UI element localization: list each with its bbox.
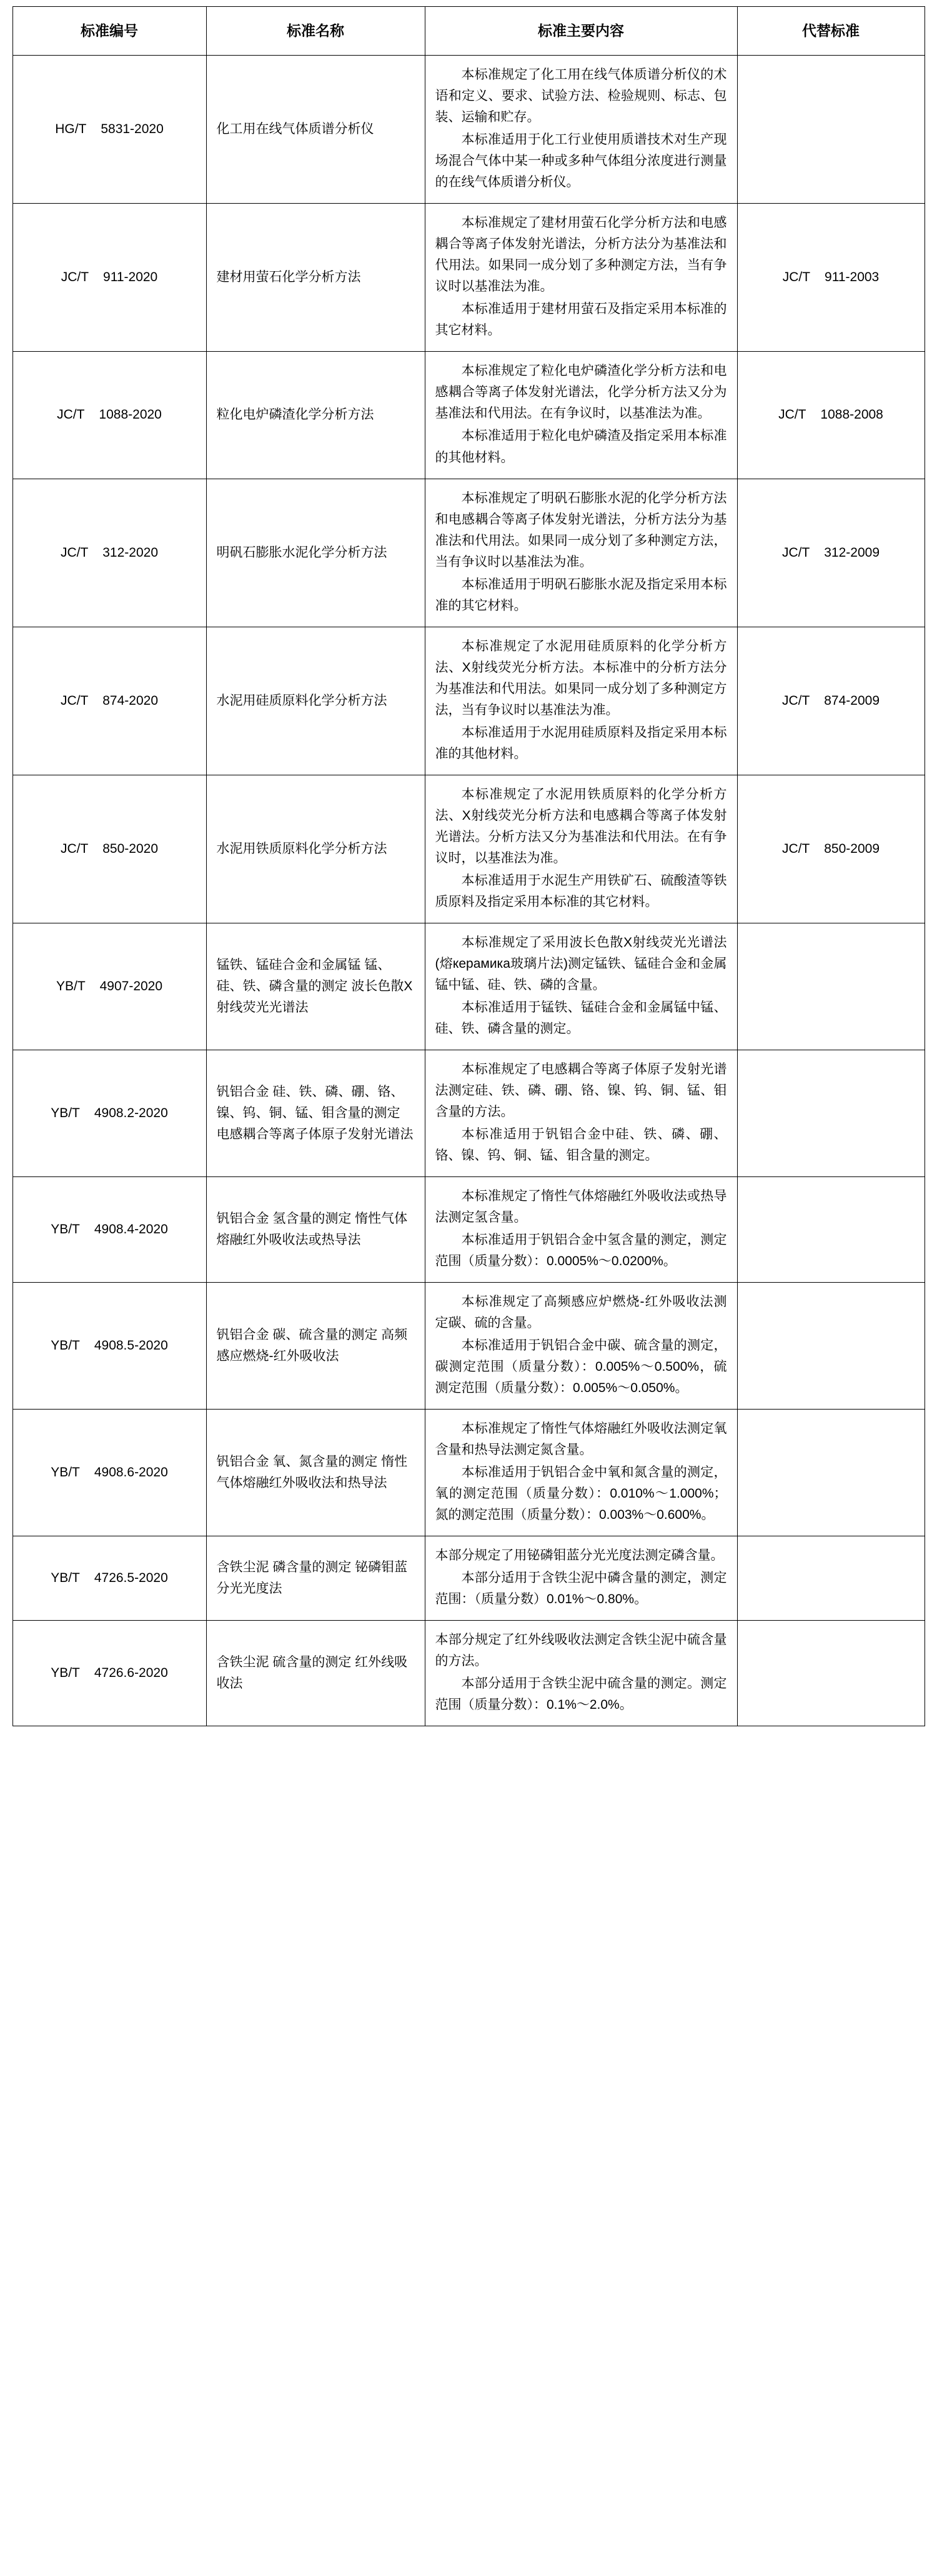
- content-paragraph: 本标准规定了粒化电炉磷渣化学分析方法和电感耦合等离子体发射光谱法，化学分析方法又分为基准法和代用法。在有争议时，以基准法为准。: [435, 364, 727, 421]
- content-paragraph: 本部分适用于含铁尘泥中磷含量的测定，测定范围：（质量分数）0.01%～0.80%。: [435, 1571, 727, 1607]
- cell-standard-name: 明矾石膨胀水泥化学分析方法: [206, 479, 425, 627]
- content-paragraph: 本标准适用于化工行业使用质谱技术对生产现场混合气体中某一种或多种气体组分浓度进行测量的在线气体质谱分析仪。: [435, 132, 727, 190]
- cell-standard-content: [425, 1536, 737, 1621]
- cell-standard-code: YB/T 4908.5-2020: [12, 1283, 206, 1410]
- table-body: [12, 56, 925, 1726]
- cell-standard-content: [425, 1176, 737, 1282]
- table-row: [12, 923, 925, 1050]
- content-paragraph: 本部分规定了红外线吸收法测定含铁尘泥中硫含量的方法。: [435, 1633, 727, 1669]
- table-row: [12, 479, 925, 627]
- content-paragraph: 本标准规定了高频感应炉燃烧-红外吸收法测定碳、硫的含量。: [435, 1295, 727, 1331]
- content-paragraph: 本标准适用于粒化电炉磷渣及指定采用本标准的其他材料。: [435, 429, 727, 465]
- cell-replaced-standard: [737, 1283, 925, 1410]
- cell-standard-name: 钒铝合金 氢含量的测定 惰性气体熔融红外吸收法或热导法: [206, 1176, 425, 1282]
- cell-replaced-standard: [737, 1410, 925, 1536]
- cell-standard-name: 钒铝合金 硅、铁、磷、硼、铬、镍、钨、铜、锰、钼含量的测定 电感耦合等离子体原子发射光谱法: [206, 1050, 425, 1176]
- cell-standard-code: YB/T 4908.6-2020: [12, 1410, 206, 1536]
- cell-standard-code: JC/T 874-2020: [12, 627, 206, 775]
- content-paragraph: 本标准适用于钒铝合金中氧和氮含量的测定，氧的测定范围（质量分数）：0.010%～1.000%；氮的测定范围（质量分数）：0.003%～0.600%。: [435, 1465, 727, 1523]
- cell-standard-content: [425, 627, 737, 775]
- cell-replaced-standard: JC/T 850-2009: [737, 775, 925, 923]
- content-paragraph: 本标准适用于水泥生产用铁矿石、硫酸渣等铁质原料及指定采用本标准的其它材料。: [435, 873, 727, 909]
- cell-standard-content: [425, 1283, 737, 1410]
- content-paragraph: 本标准规定了水泥用铁质原料的化学分析方法、X射线荧光分析方法和电感耦合等离子体发射光谱法。分析方法又分为基准法和代用法。在有争议时，以基准法为准。: [435, 787, 727, 865]
- table-header: [12, 7, 925, 56]
- cell-standard-name: 建材用萤石化学分析方法: [206, 204, 425, 352]
- cell-standard-code: YB/T 4908.4-2020: [12, 1176, 206, 1282]
- cell-standard-name: 水泥用铁质原料化学分析方法: [206, 775, 425, 923]
- cell-standard-code: YB/T 4907-2020: [12, 923, 206, 1050]
- content-paragraph: 本标准适用于锰铁、锰硅合金和金属锰中锰、硅、铁、磷含量的测定。: [435, 1000, 727, 1036]
- cell-standard-name: 锰铁、锰硅合金和金属锰 锰、硅、铁、磷含量的测定 波长色散X射线荧光光谱法: [206, 923, 425, 1050]
- table-row: [12, 627, 925, 775]
- content-paragraph: 本标准规定了化工用在线气体质谱分析仪的术语和定义、要求、试验方法、检验规则、标志、包装、运输和贮存。: [435, 67, 727, 125]
- cell-replaced-standard: JC/T 312-2009: [737, 479, 925, 627]
- cell-replaced-standard: [737, 1621, 925, 1726]
- cell-replaced-standard: [737, 56, 925, 204]
- content-paragraph: 本标准规定了建材用萤石化学分析方法和电感耦合等离子体发射光谱法，分析方法分为基准法和代用法。如果同一成分划了多种测定方法，当有争议时以基准法为准。: [435, 216, 727, 294]
- cell-replaced-standard: JC/T 911-2003: [737, 204, 925, 352]
- document-page: [0, 6, 937, 1726]
- table-row: [12, 352, 925, 479]
- content-paragraph: 本标准适用于钒铝合金中氢含量的测定，测定范围（质量分数）：0.0005%～0.0200%。: [435, 1232, 727, 1268]
- content-paragraph: 本标准适用于建材用萤石及指定采用本标准的其它材料。: [435, 302, 727, 338]
- content-paragraph: 本标准适用于钒铝合金中硅、铁、磷、硼、铬、镍、钨、铜、锰、钼含量的测定。: [435, 1126, 727, 1163]
- cell-replaced-standard: JC/T 874-2009: [737, 627, 925, 775]
- cell-standard-name: 水泥用硅质原料化学分析方法: [206, 627, 425, 775]
- cell-replaced-standard: [737, 1050, 925, 1176]
- content-paragraph: 本标准规定了采用波长色散X射线荧光光谱法(熔керамика玻璃片法)测定锰铁、锰硅合金和金属锰中锰、硅、铁、磷的含量。: [435, 935, 727, 992]
- cell-standard-content: [425, 56, 737, 204]
- cell-standard-name: 粒化电炉磷渣化学分析方法: [206, 352, 425, 479]
- cell-standard-name: 化工用在线气体质谱分析仪: [206, 56, 425, 204]
- content-paragraph: 本标准规定了电感耦合等离子体原子发射光谱法测定硅、铁、磷、硼、铬、镍、钨、铜、锰、钼含量的方法。: [435, 1062, 727, 1119]
- content-paragraph: 本标准适用于水泥用硅质原料及指定采用本标准的其他材料。: [435, 725, 727, 761]
- table-row: [12, 1283, 925, 1410]
- cell-replaced-standard: [737, 1176, 925, 1282]
- cell-standard-code: YB/T 4726.6-2020: [12, 1621, 206, 1726]
- cell-replaced-standard: [737, 1536, 925, 1621]
- cell-standard-code: JC/T 312-2020: [12, 479, 206, 627]
- cell-replaced-standard: [737, 923, 925, 1050]
- table-row: [12, 1176, 925, 1282]
- cell-standard-content: [425, 204, 737, 352]
- cell-standard-content: [425, 1621, 737, 1726]
- cell-standard-code: HG/T 5831-2020: [12, 56, 206, 204]
- content-paragraph: 本标准规定了惰性气体熔融红外吸收法或热导法测定氢含量。: [435, 1188, 727, 1225]
- table-row: [12, 204, 925, 352]
- table-row: [12, 56, 925, 204]
- cell-standard-content: [425, 775, 737, 923]
- column-header-replaces: 代替标准: [737, 7, 925, 56]
- content-paragraph: 本标准适用于明矾石膨胀水泥及指定采用本标准的其它材料。: [435, 577, 727, 613]
- column-header-code: 标准编号: [12, 7, 206, 56]
- column-header-content: 标准主要内容: [425, 7, 737, 56]
- table-row: [12, 1536, 925, 1621]
- standards-table: [12, 6, 925, 1726]
- content-paragraph: 本标准规定了水泥用硅质原料的化学分析方法、X射线荧光分析方法。本标准中的分析方法分为基准法和代用法。如果同一成分划了多种测定方法，当有争议时以基准法为准。: [435, 639, 727, 717]
- cell-standard-code: JC/T 850-2020: [12, 775, 206, 923]
- cell-standard-content: [425, 1410, 737, 1536]
- column-header-name: 标准名称: [206, 7, 425, 56]
- cell-standard-name: 含铁尘泥 硫含量的测定 红外线吸收法: [206, 1621, 425, 1726]
- cell-standard-code: YB/T 4726.5-2020: [12, 1536, 206, 1621]
- content-paragraph: 本标准规定了惰性气体熔融红外吸收法测定氧含量和热导法测定氮含量。: [435, 1421, 727, 1458]
- content-paragraph: 本部分适用于含铁尘泥中硫含量的测定。测定范围（质量分数）：0.1%～2.0%。: [435, 1676, 727, 1713]
- cell-standard-content: [425, 923, 737, 1050]
- cell-standard-code: JC/T 1088-2020: [12, 352, 206, 479]
- table-row: [12, 1410, 925, 1536]
- cell-standard-content: [425, 1050, 737, 1176]
- table-row: [12, 1621, 925, 1726]
- cell-standard-code: YB/T 4908.2-2020: [12, 1050, 206, 1176]
- table-row: [12, 1050, 925, 1176]
- cell-standard-content: [425, 479, 737, 627]
- content-paragraph: 本标准适用于钒铝合金中碳、硫含量的测定，碳测定范围（质量分数）：0.005%～0.500%，硫测定范围（质量分数）：0.005%～0.050%。: [435, 1338, 727, 1396]
- content-paragraph: 本标准规定了明矾石膨胀水泥的化学分析方法和电感耦合等离子体发射光谱法，分析方法分为基准法和代用法。如果同一成分划了多种测定方法，当有争议时以基准法为准。: [435, 490, 727, 569]
- header-row: [12, 7, 925, 56]
- cell-standard-content: [425, 352, 737, 479]
- table-row: [12, 775, 925, 923]
- cell-standard-name: 钒铝合金 碳、硫含量的测定 高频感应燃烧-红外吸收法: [206, 1283, 425, 1410]
- cell-replaced-standard: JC/T 1088-2008: [737, 352, 925, 479]
- cell-standard-code: JC/T 911-2020: [12, 204, 206, 352]
- cell-standard-name: 含铁尘泥 磷含量的测定 铋磷钼蓝分光光度法: [206, 1536, 425, 1621]
- cell-standard-name: 钒铝合金 氧、氮含量的测定 惰性气体熔融红外吸收法和热导法: [206, 1410, 425, 1536]
- content-paragraph: 本部分规定了用铋磷钼蓝分光光度法测定磷含量。: [435, 1548, 724, 1563]
